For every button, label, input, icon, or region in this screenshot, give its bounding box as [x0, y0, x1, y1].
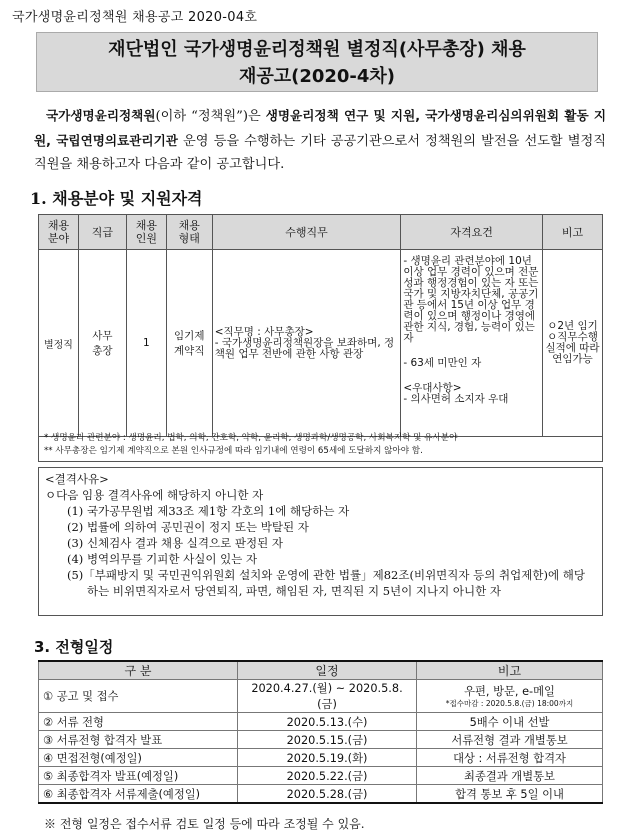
document-header: 국가생명윤리정책원 채용공고 2020-04호	[12, 10, 258, 25]
schedule-label: ③ 서류전형 합격자 발표	[39, 731, 238, 749]
table-row	[39, 767, 603, 785]
intro-text-2: 운영 등을 수행하는 기타 공공기관으로서 정책원의 발전을 선도할 별정직 직원을 채용하고자 다음과 같이 공고합니다.	[34, 133, 606, 172]
duty-title: <직무명 : 사무총장>	[214, 325, 314, 338]
schedule-note: 대상 : 서류전형 합격자	[417, 749, 603, 767]
table-row	[39, 250, 603, 437]
disqual-title: <결격사유>	[45, 472, 109, 486]
list-item: (3) 신체검사 결과 채용 실격으로 판정된 자	[67, 536, 283, 550]
table-row	[39, 713, 603, 731]
page-title	[36, 32, 598, 92]
header-date: 일정	[238, 661, 417, 680]
header-category: 구 분	[39, 661, 238, 680]
footnote-2: ** 사무총장은 임기제 계약직으로 본원 인사규정에 따라 임기내에 연령이 65세에 도달하지 않아야 함.	[44, 446, 423, 456]
schedule-note-small: *접수마감 : 2020.5.8.(금) 18:00까지	[445, 699, 574, 708]
table-footnotes	[38, 429, 603, 462]
cell-field: 별정직	[39, 250, 79, 437]
table-row	[39, 680, 603, 713]
table-row	[39, 785, 603, 804]
list-item: (5)「부패방지 및 국민권익위원회 설치와 운영에 관한 법률」제82조(비위면직자 등의 취업제한)에 해당하는 비위면직자로서 당연퇴직, 파면, 해임된 자, 면직된 지 5년이 지나지 아니한 자	[67, 568, 585, 598]
intro-org-name: 국가생명윤리정책원	[46, 108, 156, 123]
title-line-1: 재단법인 국가생명윤리정책원 별정직(사무총장) 채용	[108, 39, 526, 60]
cell-qualification	[401, 250, 543, 437]
note-term: ㅇ2년 임기	[547, 320, 598, 332]
schedule-table	[38, 660, 603, 804]
cell-type: 임기제 계약직	[166, 250, 212, 437]
list-item: (4) 병역의무를 기피한 사실이 있는 자	[67, 552, 258, 566]
list-item: (2) 법률에 의하여 공민권이 정지 또는 박탈된 자	[67, 520, 309, 534]
schedule-note-main: 우편, 방문, e-메일	[464, 685, 555, 698]
disqual-lead: ㅇ다음 임용 결격사유에 해당하지 아니한 자	[45, 488, 264, 502]
intro-text-1: (이하 “정책원”)은	[155, 109, 266, 124]
header-field: 채용 분야	[39, 215, 79, 250]
header-duty: 수행직무	[212, 215, 401, 250]
header-rank: 직급	[78, 215, 126, 250]
header-note: 비고	[543, 215, 603, 250]
schedule-note: 최종결과 개별통보	[417, 767, 603, 785]
section-1-title: 1. 채용분야 및 지원자격	[30, 189, 203, 208]
schedule-note: 5배수 이내 선발	[417, 713, 603, 731]
schedule-date: 2020.5.28.(금)	[238, 785, 417, 804]
schedule-note	[417, 680, 603, 713]
header-count: 채용 인원	[126, 215, 166, 250]
header-type: 채용 형태	[166, 215, 212, 250]
note-renewal: ㅇ직무수행 실적에 따라 연임가능	[545, 331, 600, 365]
schedule-date: 2020.4.27.(월) ~ 2020.5.8.(금)	[238, 680, 417, 713]
header-qualification: 자격요건	[401, 215, 543, 250]
list-item: (1) 국가공무원법 제33조 제1항 각호의 1에 해당하는 자	[67, 504, 350, 518]
schedule-date: 2020.5.22.(금)	[238, 767, 417, 785]
title-line-2: 재공고(2020-4차)	[238, 66, 396, 87]
qual-experience: - 생명윤리 관련분야에 10년 이상 업무 경력이 있으며 전문성과 행정경험이 있는 자 또는 국가 및 지방자치단체, 공공기관 등에서 15년 이상 업무 경력이 있으며 행정이나 경영에 관한 지식, 경험, 능력이 있는 자	[403, 255, 539, 344]
table-row	[39, 731, 603, 749]
cell-rank: 사무 총장	[78, 250, 126, 437]
footnote-1: * 생명윤리 관련분야 : 생명윤리, 법학, 의학, 간호학, 약학, 윤리학, 생명과학/생명공학, 사회복지학 및 유사분야	[44, 433, 458, 443]
header-remark: 비고	[417, 661, 603, 680]
section-3-title: 3. 전형일정	[34, 638, 114, 656]
schedule-date: 2020.5.19.(화)	[238, 749, 417, 767]
intro-paragraph	[34, 104, 606, 177]
footer-note: ※ 전형 일정은 접수서류 검토 일정 등에 따라 조정될 수 있음.	[44, 817, 365, 831]
schedule-note: 합격 통보 후 5일 이내	[417, 785, 603, 804]
duty-desc: - 국가생명윤리정책원장을 보좌하며, 정책원 업무 전반에 관한 사항 관장	[214, 336, 395, 360]
cell-duty	[212, 250, 401, 437]
schedule-label: ⑤ 최종합격자 발표(예정일)	[39, 767, 238, 785]
table-row	[39, 749, 603, 767]
schedule-label: ⑥ 최종합격자 서류제출(예정일)	[39, 785, 238, 804]
qual-preference-title: <우대사항>	[403, 382, 462, 394]
table-header-row	[39, 215, 603, 250]
positions-table	[38, 214, 603, 437]
cell-count: 1	[126, 250, 166, 437]
disqualification-box	[38, 467, 603, 616]
table-header-row	[39, 661, 603, 680]
schedule-date: 2020.5.13.(수)	[238, 713, 417, 731]
schedule-label: ② 서류 전형	[39, 713, 238, 731]
intro-activities: 생명윤리정책 연구 및 지원, 국가생명윤리심의위원회 활동 지원, 국립연명의료관리기관	[34, 108, 606, 148]
schedule-date: 2020.5.15.(금)	[238, 731, 417, 749]
schedule-label: ④ 면접전형(예정일)	[39, 749, 238, 767]
cell-note	[543, 250, 603, 437]
schedule-label: ① 공고 및 접수	[39, 680, 238, 713]
schedule-note: 서류전형 결과 개별통보	[417, 731, 603, 749]
qual-preference: - 의사면허 소지자 우대	[403, 393, 509, 405]
qual-age: - 63세 미만인 자	[403, 357, 482, 369]
